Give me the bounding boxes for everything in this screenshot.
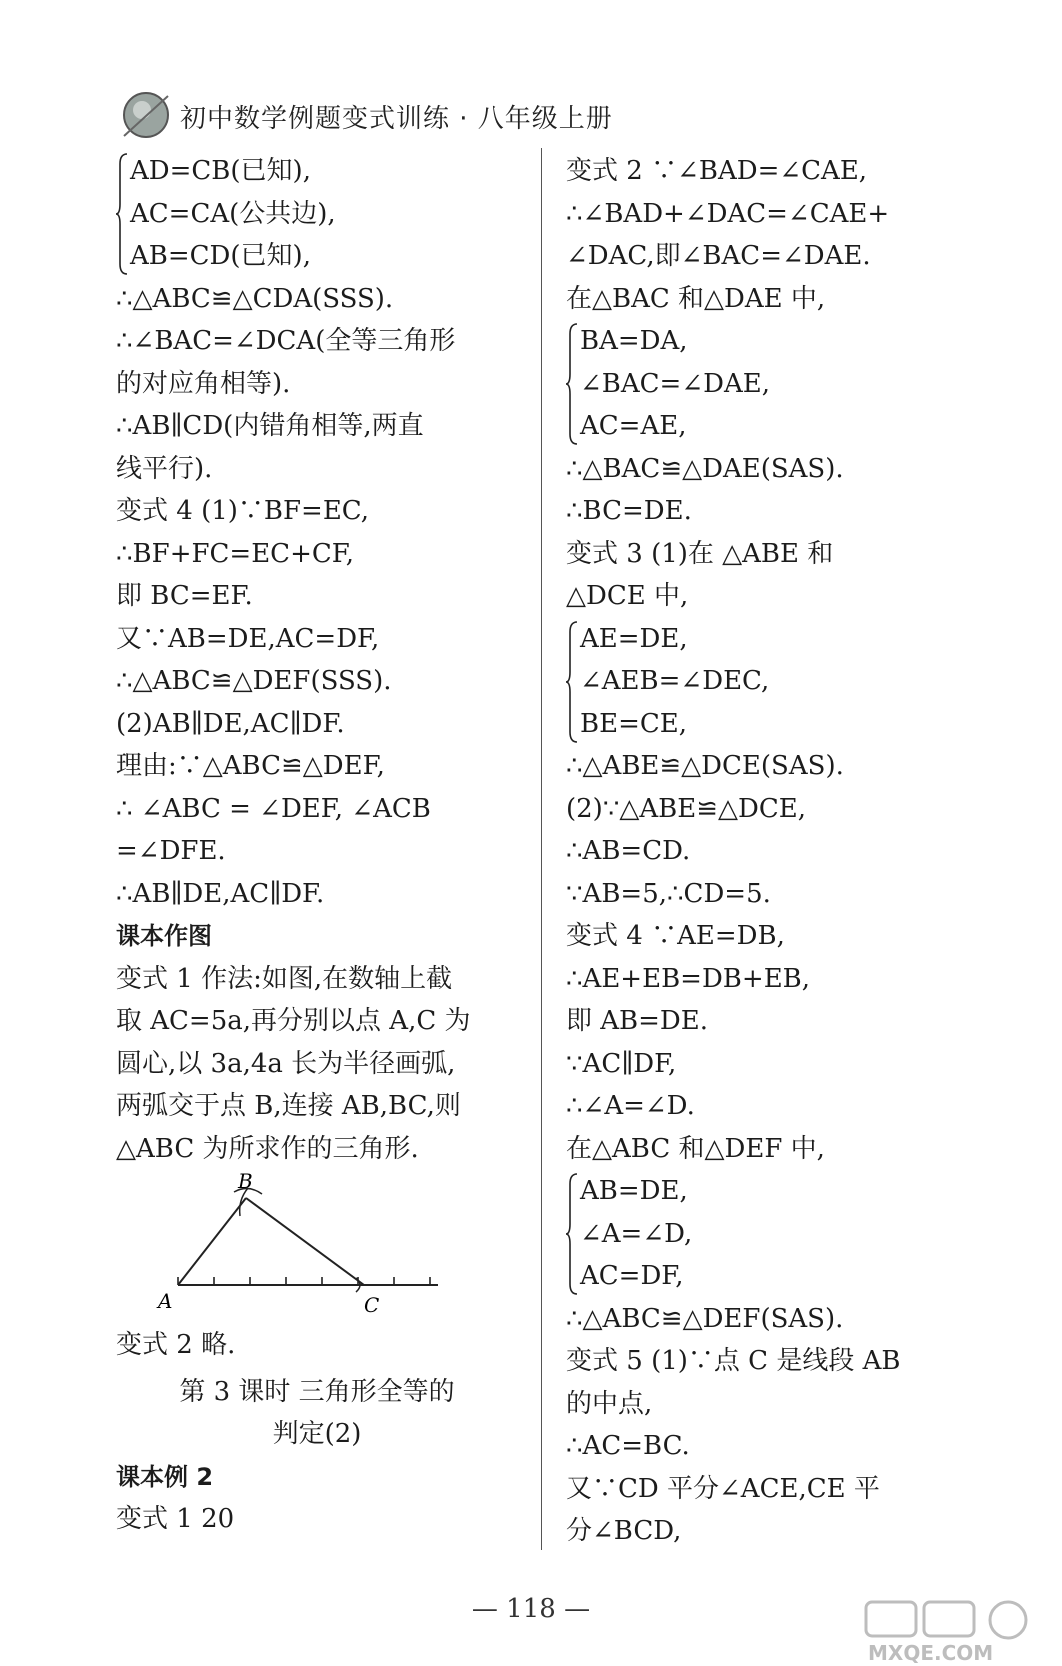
axis-ticks <box>178 1277 430 1285</box>
text-line: △DCE 中, <box>566 581 689 611</box>
text-line: ∴△ABC≌△DEF(SSS). <box>116 666 392 696</box>
text-line: AE=DE, <box>580 623 688 654</box>
right-column <box>566 150 966 1553</box>
text-line: ∴ ∠ABC = ∠DEF, ∠ACB <box>116 793 431 824</box>
text-line: 的中点, <box>566 1388 653 1419</box>
text-line: AC=DF, <box>580 1261 684 1291</box>
text-line: (2)∵△ABE≌△DCE, <box>566 793 806 824</box>
text-line: ∴△BAC≌△DAE(SAS). <box>566 453 844 484</box>
text-line: ∴AE+EB=DB+EB, <box>566 963 811 994</box>
text-line: ∠DAC,即∠BAC=∠DAE. <box>566 241 871 271</box>
book-title: 初中数学例题变式训练 · 八年级上册 <box>180 104 613 134</box>
watermark-logo <box>862 1598 1052 1664</box>
label-b: B <box>238 1170 253 1193</box>
book-logo-icon <box>118 88 172 142</box>
text-line: 圆心,以 3a,4a 长为半径画弧, <box>116 1048 456 1079</box>
text-line: AC=CA(公共边), <box>130 198 336 229</box>
text-line: ∴AC=BC. <box>566 1431 690 1461</box>
text-line: 分∠BCD, <box>566 1516 682 1546</box>
text-line: AC=AE, <box>580 411 687 441</box>
text-line: AB=CD(已知), <box>130 241 311 271</box>
text-line: ∴AB=CD. <box>566 836 691 866</box>
text-line: 线平行). <box>116 453 213 484</box>
side-ab <box>178 1198 246 1285</box>
text-line: 在△BAC 和△DAE 中, <box>566 283 826 314</box>
text-line: 变式 1 20 <box>116 1504 235 1534</box>
equation-system <box>566 1170 966 1298</box>
text-line: 的对应角相等). <box>116 368 291 399</box>
text-line: ∴AB∥CD(内错角相等,两直 <box>116 411 424 441</box>
brace-icon <box>566 1172 578 1296</box>
lesson-title-continued: 判定(2) <box>272 1419 362 1449</box>
text-line: 又∵CD 平分∠ACE,CE 平 <box>566 1473 880 1504</box>
text-line: 变式 3 (1)在 △ABE 和 <box>566 538 834 569</box>
brace-icon <box>566 322 578 446</box>
text-line: ∴AB∥DE,AC∥DF. <box>116 878 325 909</box>
text-line: 变式 4 (1)∵BF=EC, <box>116 496 370 526</box>
text-line: 变式 4 ∵AE=DB, <box>566 921 785 951</box>
text-line: ∴△ABC≌△DEF(SAS). <box>566 1303 844 1334</box>
text-line: 即 BC=EF. <box>116 581 253 611</box>
text-line: 理由:∵△ABC≌△DEF, <box>116 751 385 781</box>
text-line: 即 AB=DE. <box>566 1006 709 1036</box>
text-line: ∵AC∥DF, <box>566 1048 677 1079</box>
text-line: 变式 5 (1)∵点 C 是线段 AB <box>566 1346 901 1376</box>
text-line: ∠A=∠D, <box>580 1218 693 1249</box>
text-line: ∵AB=5,∴CD=5. <box>566 878 771 909</box>
section-heading: 课本作图 <box>116 922 212 950</box>
text-line: ∴△ABE≌△DCE(SAS). <box>566 751 844 781</box>
text-line: 变式 2 ∵∠BAD=∠CAE, <box>566 156 868 186</box>
text-line: 变式 1 作法:如图,在数轴上截 <box>116 963 453 994</box>
text-line: ∴∠BAC=∠DCA(全等三角形 <box>116 326 456 356</box>
text-line: =∠DFE. <box>116 836 226 866</box>
equation-system <box>566 618 966 746</box>
text-line: 在△ABC 和△DEF 中, <box>566 1133 825 1164</box>
brace-icon <box>566 620 578 744</box>
side-bc <box>246 1198 364 1285</box>
page-number: — 118 — <box>471 1594 591 1624</box>
left-column <box>116 150 518 1541</box>
label-a: A <box>158 1289 173 1313</box>
text-line: 又∵AB=DE,AC=DF, <box>116 623 380 654</box>
watermark-text: MXQE.COM <box>868 1641 994 1664</box>
triangle-construction-figure <box>116 1170 518 1320</box>
text-line: ∴∠A=∠D. <box>566 1091 695 1121</box>
text-line: 变式 2 略. <box>116 1330 236 1360</box>
text-line: ∴BF+FC=EC+CF, <box>116 538 354 569</box>
lesson-title: 第 3 课时 三角形全等的 <box>179 1376 455 1407</box>
text-line: 取 AC=5a,再分别以点 A,C 为 <box>116 1006 471 1036</box>
text-line: AB=DE, <box>580 1176 688 1206</box>
text-line: ∴BC=DE. <box>566 496 692 526</box>
page-header <box>118 88 678 144</box>
text-line: BA=DA, <box>580 326 688 356</box>
text-line: (2)AB∥DE,AC∥DF. <box>116 708 345 739</box>
equation-system <box>566 320 966 448</box>
label-c: C <box>364 1293 380 1317</box>
text-line: BE=CE, <box>580 708 688 739</box>
section-heading: 课本例 2 <box>116 1462 214 1491</box>
text-line: 两弧交于点 B,连接 AB,BC,则 <box>116 1091 461 1121</box>
text-line: ∠BAC=∠DAE, <box>580 368 770 399</box>
text-line: △ABC 为所求作的三角形. <box>116 1133 419 1164</box>
text-line: ∠AEB=∠DEC, <box>580 666 770 696</box>
column-divider <box>541 148 542 1550</box>
text-line: ∴∠BAD+∠DAC=∠CAE+ <box>566 198 890 229</box>
equation-system <box>116 150 518 278</box>
brace-icon <box>116 152 128 276</box>
text-line: ∴△ABC≌△CDA(SSS). <box>116 283 394 314</box>
text-line: AD=CB(已知), <box>130 156 311 186</box>
